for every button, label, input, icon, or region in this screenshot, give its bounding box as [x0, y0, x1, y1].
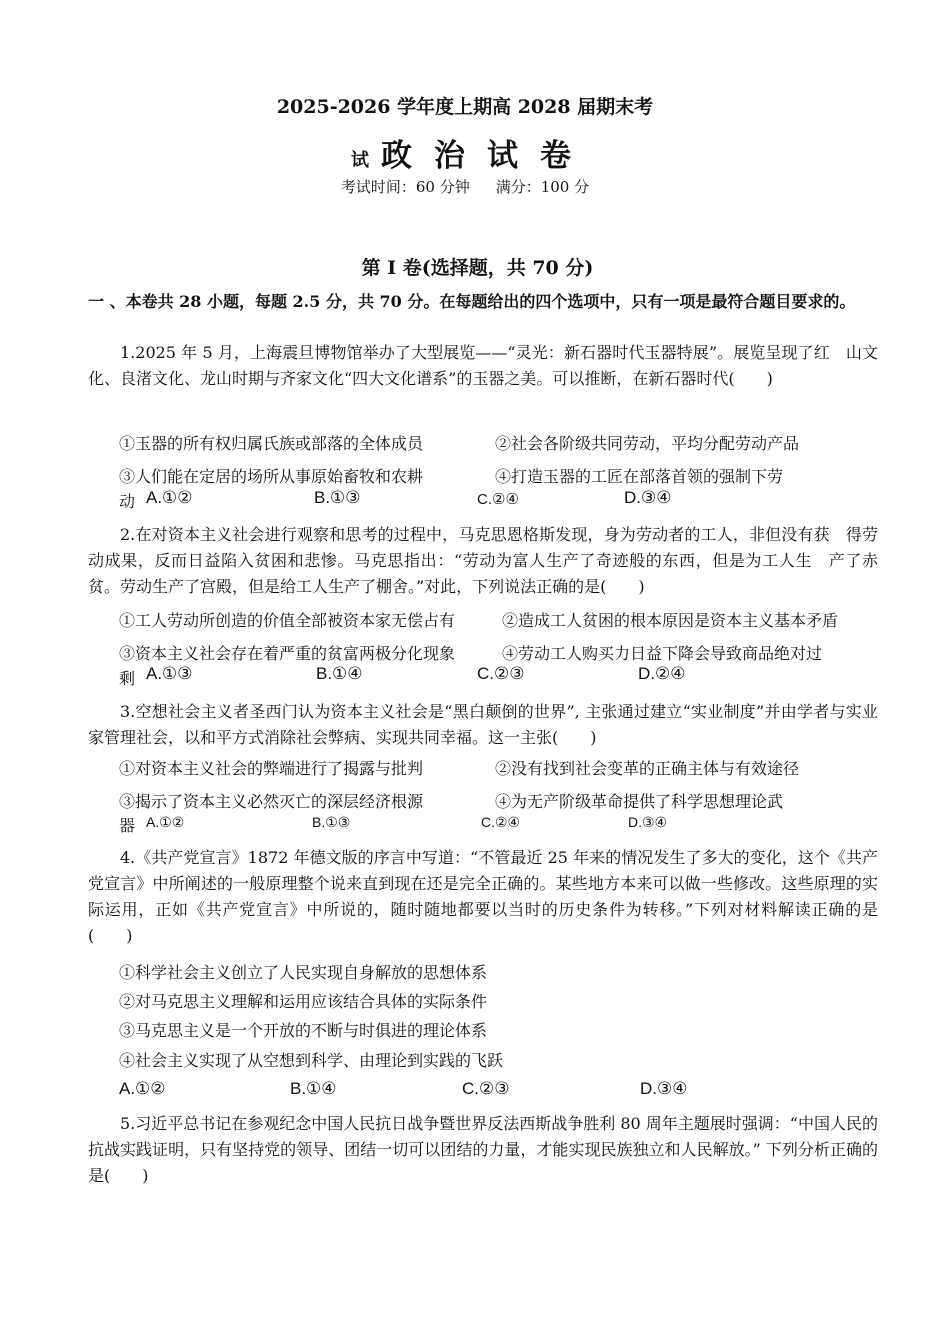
q4-answer-d: D.③④ — [640, 1079, 688, 1098]
q3-stem: 3.空想社会主义者圣西门认为资本主义社会是“黑白颠倒的世界”, 主张通过建立“实业制度”并由学者与实业家管理社会，以和平方式消除社会弊病、实现共同幸福。这一主张( ) — [88, 702, 878, 747]
exam-meta — [0, 176, 930, 197]
q2-answer-c: C.②③ — [477, 664, 525, 683]
q1-option-2: ②社会各阶级共同劳动，平均分配劳动产品 — [495, 434, 800, 453]
q1-answer-c: C.②④ — [477, 491, 519, 508]
q2-option-3: ③资本主义社会存在着严重的贫富两极分化现象 — [119, 644, 456, 663]
exam-time: 考试时间：60 分钟 — [340, 178, 470, 196]
section-title: 第 I 卷(选择题，共 70 分) — [361, 257, 594, 279]
q4-option-4: ④社会主义实现了从空想到科学、由理论到实践的飞跃 — [119, 1051, 504, 1070]
q3-option-3: ③揭示了资本主义必然灭亡的深层经济根源 — [119, 792, 424, 811]
q3-option-4: ④为无产阶级革命提供了科学思想理论武 — [495, 792, 784, 811]
exam-header-line: 2025-2026 学年度上期高 2028 届期末考 — [276, 96, 654, 118]
q4-answer-c: C.②③ — [462, 1079, 510, 1098]
q2-answer-b: B.①④ — [316, 664, 363, 683]
q1-stem: 1.2025 年 5 月，上海震旦博物馆举办了大型展览——“灵光：新石器时代玉器特展”。展览呈现了红 山文化、良渚文化、龙山时期与齐家文化“四大文化谱系”的玉器之美。可以推断，在新石器时代( ) — [88, 343, 878, 388]
q1-answer-a: A.①② — [146, 488, 193, 507]
q4-answer-b: B.①④ — [290, 1079, 337, 1098]
q3-answer-a: A.①② — [146, 814, 185, 830]
q1-answer-b: B.①③ — [314, 488, 361, 507]
q3-option-4-cont: 器 — [119, 816, 136, 835]
section-instructions: 一 、本卷共 28 小题，每题 2.5 分，共 70 分。在每题给出的四个选项中，只有一项是最符合题目要求的。 — [88, 292, 856, 311]
q3-answer-b: B.①③ — [312, 814, 351, 830]
exam-title — [351, 130, 593, 175]
q4-answer-a: A.①② — [119, 1079, 166, 1098]
q4-option-1: ①科学社会主义创立了人民实现自身解放的思想体系 — [119, 963, 488, 982]
q1-option-4-cont: 动 — [119, 492, 136, 511]
q5-stem: 5.习近平总书记在参观纪念中国人民抗日战争暨世界反法西斯战争胜利 80 周年主题展时强调：“中国人民的抗战实践证明，只有坚持党的领导、团结一切可以团结的力量，才能实现民族独立和人民解放。” 下列分析正确的是( ) — [88, 1114, 878, 1185]
q4-option-3: ③马克思主义是一个开放的不断与时俱进的理论体系 — [119, 1021, 488, 1040]
q2-option-1: ①工人劳动所创造的价值全部被资本家无偿占有 — [119, 611, 456, 630]
q1-answer-d: D.③④ — [624, 488, 672, 507]
q2-answer-a: A.①③ — [146, 664, 193, 683]
q3-answer-d: D.③④ — [628, 814, 668, 830]
q4-option-2: ②对马克思主义理解和运用应该结合具体的实际条件 — [119, 992, 488, 1011]
q1-option-1: ①玉器的所有权归属氏族或部落的全体成员 — [119, 434, 424, 453]
exam-score: 满分：100 分 — [495, 178, 590, 196]
q2-stem: 2.在对资本主义社会进行观察和思考的过程中，马克思恩格斯发现，身为劳动者的工人，非但没有获 得劳动成果，反而日益陷入贫困和悲惨。马克思指出：“劳动为富人生产了奇迹般的东西，但是为工人生 产了赤贫。劳动生产了宫殿，但是给工人生产了棚舍。”对此，下列说法正确的是( ) — [88, 525, 878, 596]
exam-title-main: 政治试卷 — [381, 138, 593, 174]
exam-title-prefix: 试 — [351, 150, 369, 171]
q3-answer-c: C.②④ — [481, 814, 521, 830]
q4-stem: 4.《共产党宣言》1872 年德文版的序言中写道：“不管最近 25 年来的情况发生了多大的变化，这个《共产党宣言》中所阐述的一般原理整个说来直到现在还是完全正确的。某些地方本来可以做一些修改。这些原理的实际运用，正如《共产党宣言》中所说的，随时随地都要以当时的历史条件为转移。”下列对材料解读正确的是( ) — [88, 848, 878, 945]
q2-option-2: ②造成工人贫困的根本原因是资本主义基本矛盾 — [502, 611, 839, 630]
q2-option-4: ④劳动工人购买力日益下降会导致商品绝对过 — [502, 644, 823, 663]
q2-option-4-cont: 剩 — [119, 669, 136, 688]
q3-option-2: ②没有找到社会变革的正确主体与有效途径 — [495, 759, 800, 778]
q2-answer-d: D.②④ — [638, 664, 686, 683]
q1-option-3: ③人们能在定居的场所从事原始畜牧和农耕 — [119, 467, 424, 486]
q1-option-4: ④打造玉器的工匠在部落首领的强制下劳 — [495, 467, 784, 486]
q3-option-1: ①对资本主义社会的弊端进行了揭露与批判 — [119, 759, 424, 778]
